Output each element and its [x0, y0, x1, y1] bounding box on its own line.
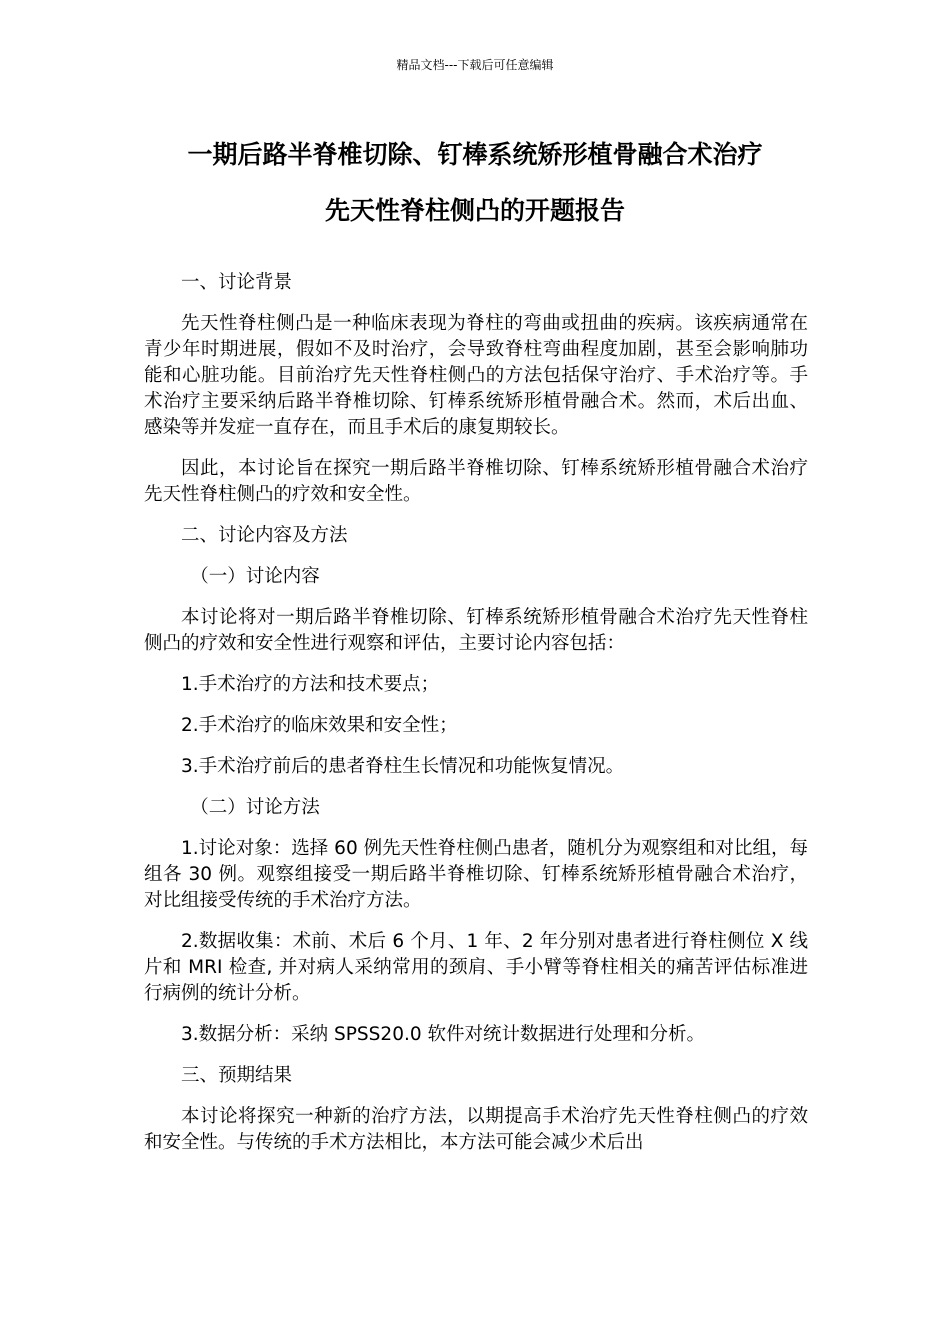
background-paragraph-1: 先天性脊柱侧凸是一种临床表现为脊柱的弯曲或扭曲的疾病。该疾病通常在青少年时期进展，假如不及时治疗，会导致脊柱弯曲程度加剧，甚至会影响肺功能和心脏功能。目前治疗先天性脊柱侧凸的方法包括保守治疗、手术治疗等。手术治疗主要采纳后路半脊椎切除、钉棒系统矫形植骨融合术。然而，术后出血、感染等并发症一直存在，而且手术后的康复期较长。 — [144, 313, 808, 438]
content-list-item: 2.手术治疗的临床效果和安全性； — [181, 715, 458, 736]
methods-list-item: 2.数据收集：术前、术后 6 个月、1 年、2 年分别对患者进行脊柱侧位 X 线片和 MRI 检查, 并对病人采纳常用的颈肩、手小臂等脊柱相关的痛苦评估标准进行病例的统计分析。 — [144, 931, 808, 1004]
document-title-line-2: 先天性脊柱侧凸的开题报告 — [324, 196, 625, 225]
document-title-line-1: 一期后路半脊椎切除、钉棒系统矫形植骨融合术治疗 — [187, 140, 763, 169]
content-list-item: 1.手术治疗的方法和技术要点； — [181, 674, 440, 695]
content-list-item: 3.手术治疗前后的患者脊柱生长情况和功能恢复情况。 — [181, 756, 625, 777]
document-body — [144, 270, 808, 1171]
section-heading-results: 三、预期结果 — [181, 1065, 293, 1086]
section-heading-content-methods: 二、讨论内容及方法 — [181, 525, 348, 546]
methods-list-item: 1.讨论对象：选择 60 例先天性脊柱侧凸患者，随机分为观察组和对比组，每组各 30 例。观察组接受一期后路半脊椎切除、钉棒系统矫形植骨融合术治疗，对比组接受传统的手术治疗方法。 — [144, 838, 808, 911]
background-paragraph-2: 因此，本讨论旨在探究一期后路半脊椎切除、钉棒系统矫形植骨融合术治疗先天性脊柱侧凸的疗效和安全性。 — [144, 458, 808, 505]
methods-list-item: 3.数据分析：采纳 SPSS20.0 软件对统计数据进行处理和分析。 — [181, 1024, 705, 1045]
header-note: 精品文档---下载后可任意编辑 — [396, 58, 554, 72]
section-heading-background: 一、讨论背景 — [181, 272, 293, 293]
subheading-content: （一）讨论内容 — [190, 566, 320, 587]
results-paragraph-1: 本讨论将探究一种新的治疗方法，以期提高手术治疗先天性脊柱侧凸的疗效和安全性。与传统的手术方法相比，本方法可能会减少术后出 — [144, 1106, 808, 1153]
subheading-methods: （二）讨论方法 — [190, 797, 320, 818]
content-intro-paragraph: 本讨论将对一期后路半脊椎切除、钉棒系统矫形植骨融合术治疗先天性脊柱侧凸的疗效和安全性进行观察和评估，主要讨论内容包括： — [144, 607, 808, 654]
